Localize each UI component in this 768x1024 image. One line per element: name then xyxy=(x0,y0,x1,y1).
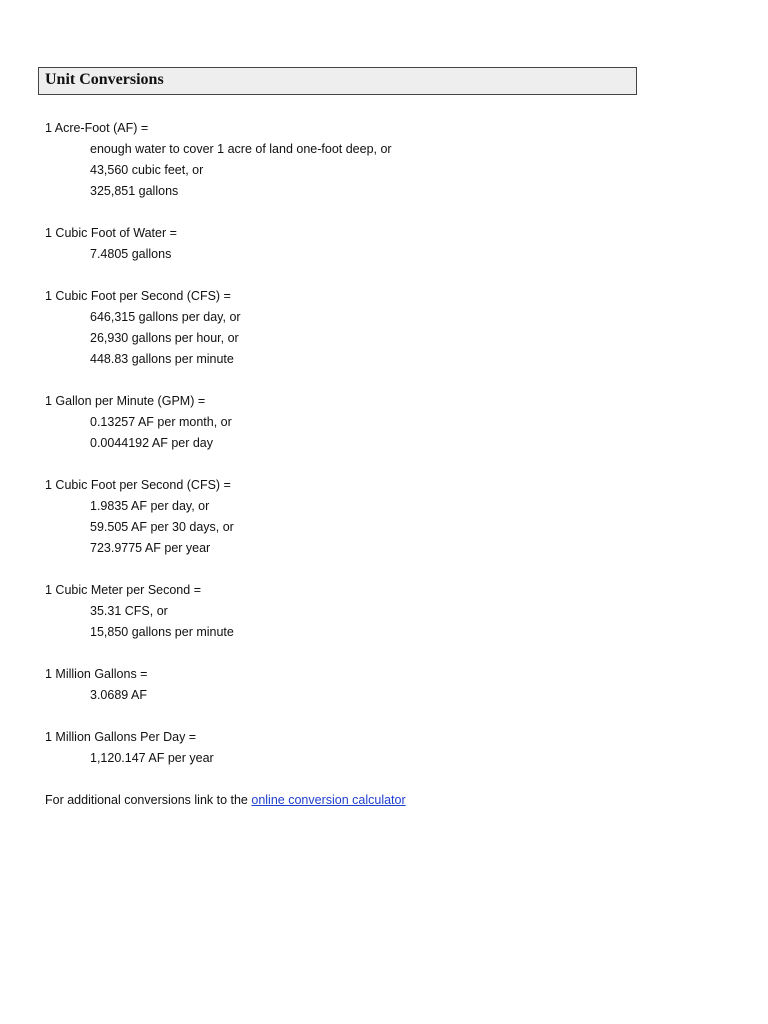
conversion-line: 15,850 gallons per minute xyxy=(90,625,234,639)
conversion-heading: 1 Cubic Meter per Second = xyxy=(45,583,201,597)
conversion-line: 1,120.147 AF per year xyxy=(90,751,214,765)
conversion-line: 448.83 gallons per minute xyxy=(90,352,234,366)
page-title: Unit Conversions xyxy=(45,71,164,88)
conversion-line: 3.0689 AF xyxy=(90,688,147,702)
conversion-heading: 1 Cubic Foot per Second (CFS) = xyxy=(45,478,231,492)
conversion-heading: 1 Cubic Foot per Second (CFS) = xyxy=(45,289,231,303)
conversion-section xyxy=(45,118,645,202)
conversion-line: 723.9775 AF per year xyxy=(90,541,211,555)
conversion-line: 0.0044192 AF per day xyxy=(90,436,214,450)
conversion-section xyxy=(45,580,645,643)
footer-prefix: For additional conversions link to the xyxy=(45,793,252,807)
conversion-heading: 1 Acre-Foot (AF) = xyxy=(45,121,149,135)
title-box xyxy=(38,67,637,95)
conversion-line: 35.31 CFS, or xyxy=(90,604,168,618)
online-conversion-calculator-link[interactable]: online conversion calculator xyxy=(251,793,406,807)
conversion-line: enough water to cover 1 acre of land one-foot deep, or xyxy=(90,142,392,156)
conversion-line: 325,851 gallons xyxy=(90,184,179,198)
conversion-sections xyxy=(45,118,645,769)
conversion-heading: 1 Gallon per Minute (GPM) = xyxy=(45,394,206,408)
conversion-heading: 1 Million Gallons = xyxy=(45,667,148,681)
conversion-line: 1.9835 AF per day, or xyxy=(90,499,210,513)
conversion-section xyxy=(45,727,645,769)
conversion-section xyxy=(45,223,645,265)
conversion-line: 43,560 cubic feet, or xyxy=(90,163,204,177)
conversion-line: 0.13257 AF per month, or xyxy=(90,415,232,429)
footer-text xyxy=(45,790,645,811)
conversion-heading: 1 Million Gallons Per Day = xyxy=(45,730,197,744)
conversion-section xyxy=(45,286,645,370)
conversion-line: 646,315 gallons per day, or xyxy=(90,310,241,324)
conversion-section xyxy=(45,475,645,559)
conversions-content xyxy=(45,118,645,811)
conversion-line: 7.4805 gallons xyxy=(90,247,172,261)
conversion-section xyxy=(45,391,645,454)
conversion-section xyxy=(45,664,645,706)
conversion-line: 59.505 AF per 30 days, or xyxy=(90,520,234,534)
conversion-line: 26,930 gallons per hour, or xyxy=(90,331,239,345)
conversion-heading: 1 Cubic Foot of Water = xyxy=(45,226,177,240)
